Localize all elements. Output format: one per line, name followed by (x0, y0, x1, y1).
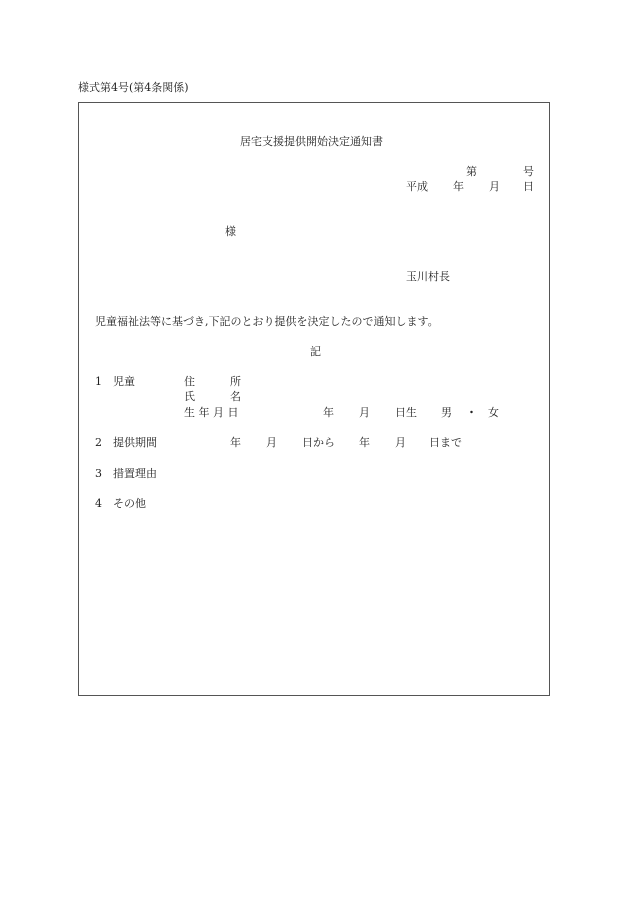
sex-female: 女 (488, 406, 499, 419)
notice-form-frame (78, 102, 550, 696)
item-3-number: 3 (95, 467, 102, 480)
period-to-day: 日まで (429, 436, 462, 449)
body-text: 児童福祉法等に基づき,下記のとおり提供を決定したので通知します。 (95, 315, 439, 328)
sex-male: 男 (441, 406, 452, 419)
date-era: 平成 (406, 180, 428, 193)
issuer-name: 玉川村長 (406, 270, 450, 283)
ki-heading: 記 (310, 345, 321, 358)
item-2-number: 2 (95, 436, 102, 449)
birth-year: 年 (323, 406, 334, 419)
date-year: 年 (453, 180, 464, 193)
item-2-label: 提供期間 (113, 436, 157, 449)
item-4-label: その他 (113, 497, 146, 510)
item-3-label: 措置理由 (113, 467, 157, 480)
document-title: 居宅支援提供開始決定通知書 (240, 135, 383, 148)
date-day: 日 (523, 180, 534, 193)
item-1-label: 児童 (113, 375, 135, 388)
number-prefix: 第 (466, 165, 477, 178)
sex-separator: ・ (466, 406, 477, 419)
number-suffix: 号 (523, 165, 534, 178)
period-from-month: 月 (266, 436, 277, 449)
birth-day: 日生 (395, 406, 417, 419)
address-label-char-1: 住 (184, 375, 195, 388)
birth-month: 月 (359, 406, 370, 419)
period-from-day: 日から (302, 436, 335, 449)
name-label-char-1: 氏 (184, 390, 195, 403)
name-label-char-2: 名 (230, 390, 241, 403)
addressee-suffix: 様 (225, 225, 236, 238)
item-1-number: 1 (95, 375, 102, 388)
birth-date-label: 生 年 月 日 (184, 406, 239, 419)
form-number-label: 様式第4号(第4条関係) (78, 81, 189, 94)
item-4-number: 4 (95, 497, 102, 510)
address-label-char-2: 所 (230, 375, 241, 388)
period-from-year: 年 (230, 436, 241, 449)
period-to-year: 年 (359, 436, 370, 449)
date-month: 月 (489, 180, 500, 193)
period-to-month: 月 (395, 436, 406, 449)
